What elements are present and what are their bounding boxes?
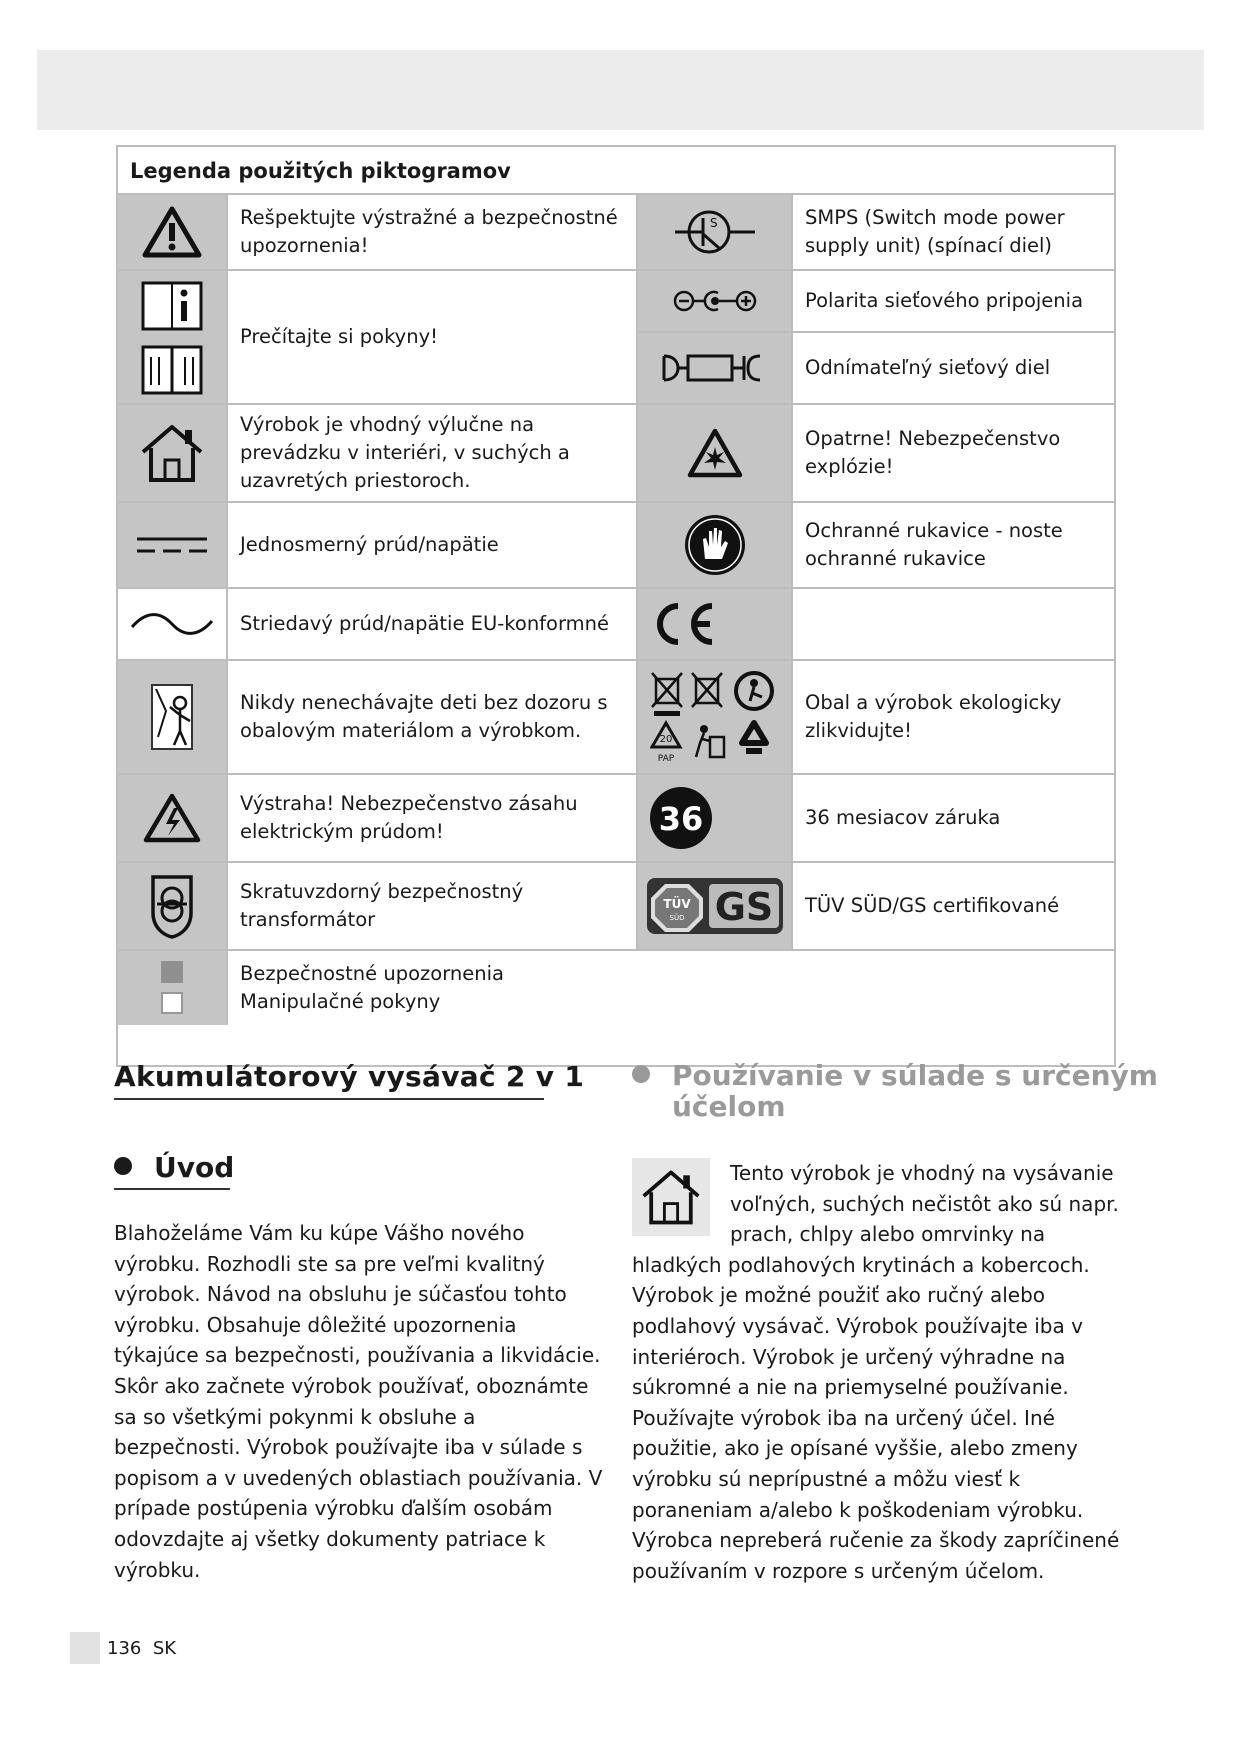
legend-row-text: 36 mesiacov záruka [805,806,1001,830]
legend-row-text: SMPS (Switch mode power supply unit) (spínací diel) [805,206,1065,257]
legend-row-text: Striedavý prúd/napätie EU-konformné [240,612,609,636]
svg-text:TÜV: TÜV [662,897,691,911]
section-heading-intro: Úvod [114,1151,234,1184]
recycling-icons [638,661,793,773]
heading-underline [114,1098,544,1100]
warning-triangle-icon [118,195,228,269]
legend-title: Legenda použitých piktogramov [118,147,1114,195]
safety-transformer-icon [118,863,228,949]
legend-row-text: Ochranné rukavice - noste ochranné rukavice [805,519,1063,570]
tuv-gs-icon [638,863,793,949]
bullet-dot-icon [114,1157,132,1175]
polarity-icon [638,271,793,331]
smps-icon [638,195,793,269]
legend-row-text: Bezpečnostné upozornenia Manipulačné pokyny [240,962,504,1013]
recycle-person-icon [736,673,772,709]
legend-row-text: Polarita sieťového pripojenia [805,289,1084,313]
intended-use-paragraph: Tento výrobok je vhodný na vysávanie voľných, suchých nečistôt ako sú napr. prach, chlpy alebo omrvinky na hladkých podlahových krytinách a kobercoch. Výrobok je možné použiť ako ručný alebo podlahový vysávač. Výrobok používajte iba v interiéroch. Výrobok je určený výhradne na súkromné a nie na priemyselné používanie. Používajte výrobok iba na určený účel. Iné použitie, ako je opísané vyššie, alebo zmeny výrobku sú neprípustné a môžu viesť k poraneniam a/alebo k poškodeniam výrobku. Výrobca nepreberá ručenie za škody zapríčinené používaním v rozpore s určeným účelom. [632,1158,1122,1586]
pap-recycle-icon [652,723,680,764]
bullet-dot-icon [632,1065,650,1083]
page-number: 136 SK [107,1638,177,1659]
legend-row [118,405,636,503]
legend-row-text: Výrobok je vhodný výlučne na prevádzku v interiéri, v suchých a uzavretých priestoroch. [240,413,570,492]
legend-row [118,195,636,271]
svg-text:PAP: PAP [657,754,674,764]
legend-row [118,863,636,951]
legend-row [118,503,636,589]
legend-row [638,589,1116,661]
svg-text:SÜD: SÜD [669,914,684,922]
legend-row [118,775,636,863]
warranty-36-icon [638,775,793,861]
explosion-warning-icon [638,405,793,501]
legend-row-text: Jednosmerný prúd/napätie [240,533,499,557]
legend-row-text: Výstraha! Nebezpečenstvo zásahu elektrickým prúdom! [240,792,578,843]
legend-row-text: Skratuvzdorný bezpečnostný transformátor [240,880,524,931]
svg-text:20: 20 [659,734,672,745]
legend-row-text [793,589,815,659]
section-heading-intended-use: Používanie v súlade s určeným účelom [632,1060,1158,1122]
intro-paragraph: Blahoželáme Vám ku kúpe Vášho nového výrobku. Rozhodli ste sa pre veľmi kvalitný výrobok. Návod na obsluhu je súčasťou tohto výrobku. Obsahuje dôležité upozornenia týkajúce sa bezpečnosti, používania a likvidácie. Skôr ako začnete výrobok používať, oboznámte sa so všetkými pokynmi k obsluhe a bezpečnosti. Výrobok používajte iba v súlade s popisom a v uvedených oblastiach používania. V prípade postúpenia výrobku ďalším osobám odovzdajte aj všetky dokumenty patriace k výrobku. [114,1221,603,1582]
legend-row [118,661,636,775]
tidy-bin-icon [696,725,724,757]
legend-row [638,863,1116,951]
ce-mark-icon [638,589,793,659]
legend-squares-icon [118,951,228,1025]
electric-shock-icon [118,775,228,861]
crossed-bin-icon [652,673,682,716]
legend-row [118,589,636,661]
legend-row-text: TÜV SÜD/GS certifikované [805,894,1060,918]
pictogram-legend-table [116,145,1116,1067]
svg-text:S: S [709,216,718,230]
alternating-current-icon [118,589,228,659]
legend-row [638,271,1116,333]
legend-row-text: Obal a výrobok ekologicky zlikvidujte! [805,691,1062,742]
footer-marker [70,1632,100,1664]
section-heading-product: Akumulátorový vysávač 2 v 1 [114,1060,585,1093]
legend-row [118,951,636,1025]
legend-row [638,405,1116,503]
recycle-arrows-icon [742,723,766,751]
legend-right-column [636,195,1116,951]
legend-row [638,195,1116,271]
heading-underline [114,1188,230,1190]
crossed-bin-icon [692,673,722,707]
legend-row [118,271,636,405]
child-warning-icon [118,661,228,773]
legend-row [638,775,1116,863]
svg-text:GS: GS [714,885,773,929]
legend-row-text: Opatrne! Nebezpečenstvo explózie! [805,427,1061,478]
legend-row [638,333,1116,405]
legend-row-text: Rešpektujte výstražné a bezpečnostné upozornenia! [240,206,618,257]
protective-gloves-icon [638,503,793,587]
legend-row-text: Odnímateľný sieťový diel [805,356,1051,380]
direct-current-icon [118,503,228,587]
read-instructions-icon [118,271,228,403]
legend-row-text: Nikdy nenechávajte deti bez dozoru s obalovým materiálom a výrobkom. [240,691,608,742]
indoor-house-icon [632,1158,710,1236]
legend-row [638,503,1116,589]
header-band [37,50,1204,130]
legend-row [638,661,1116,775]
legend-row-text: Prečítajte si pokyny! [240,325,438,349]
indoor-house-icon [118,405,228,501]
svg-text:36: 36 [658,800,704,838]
detachable-power-unit-icon [638,333,793,403]
